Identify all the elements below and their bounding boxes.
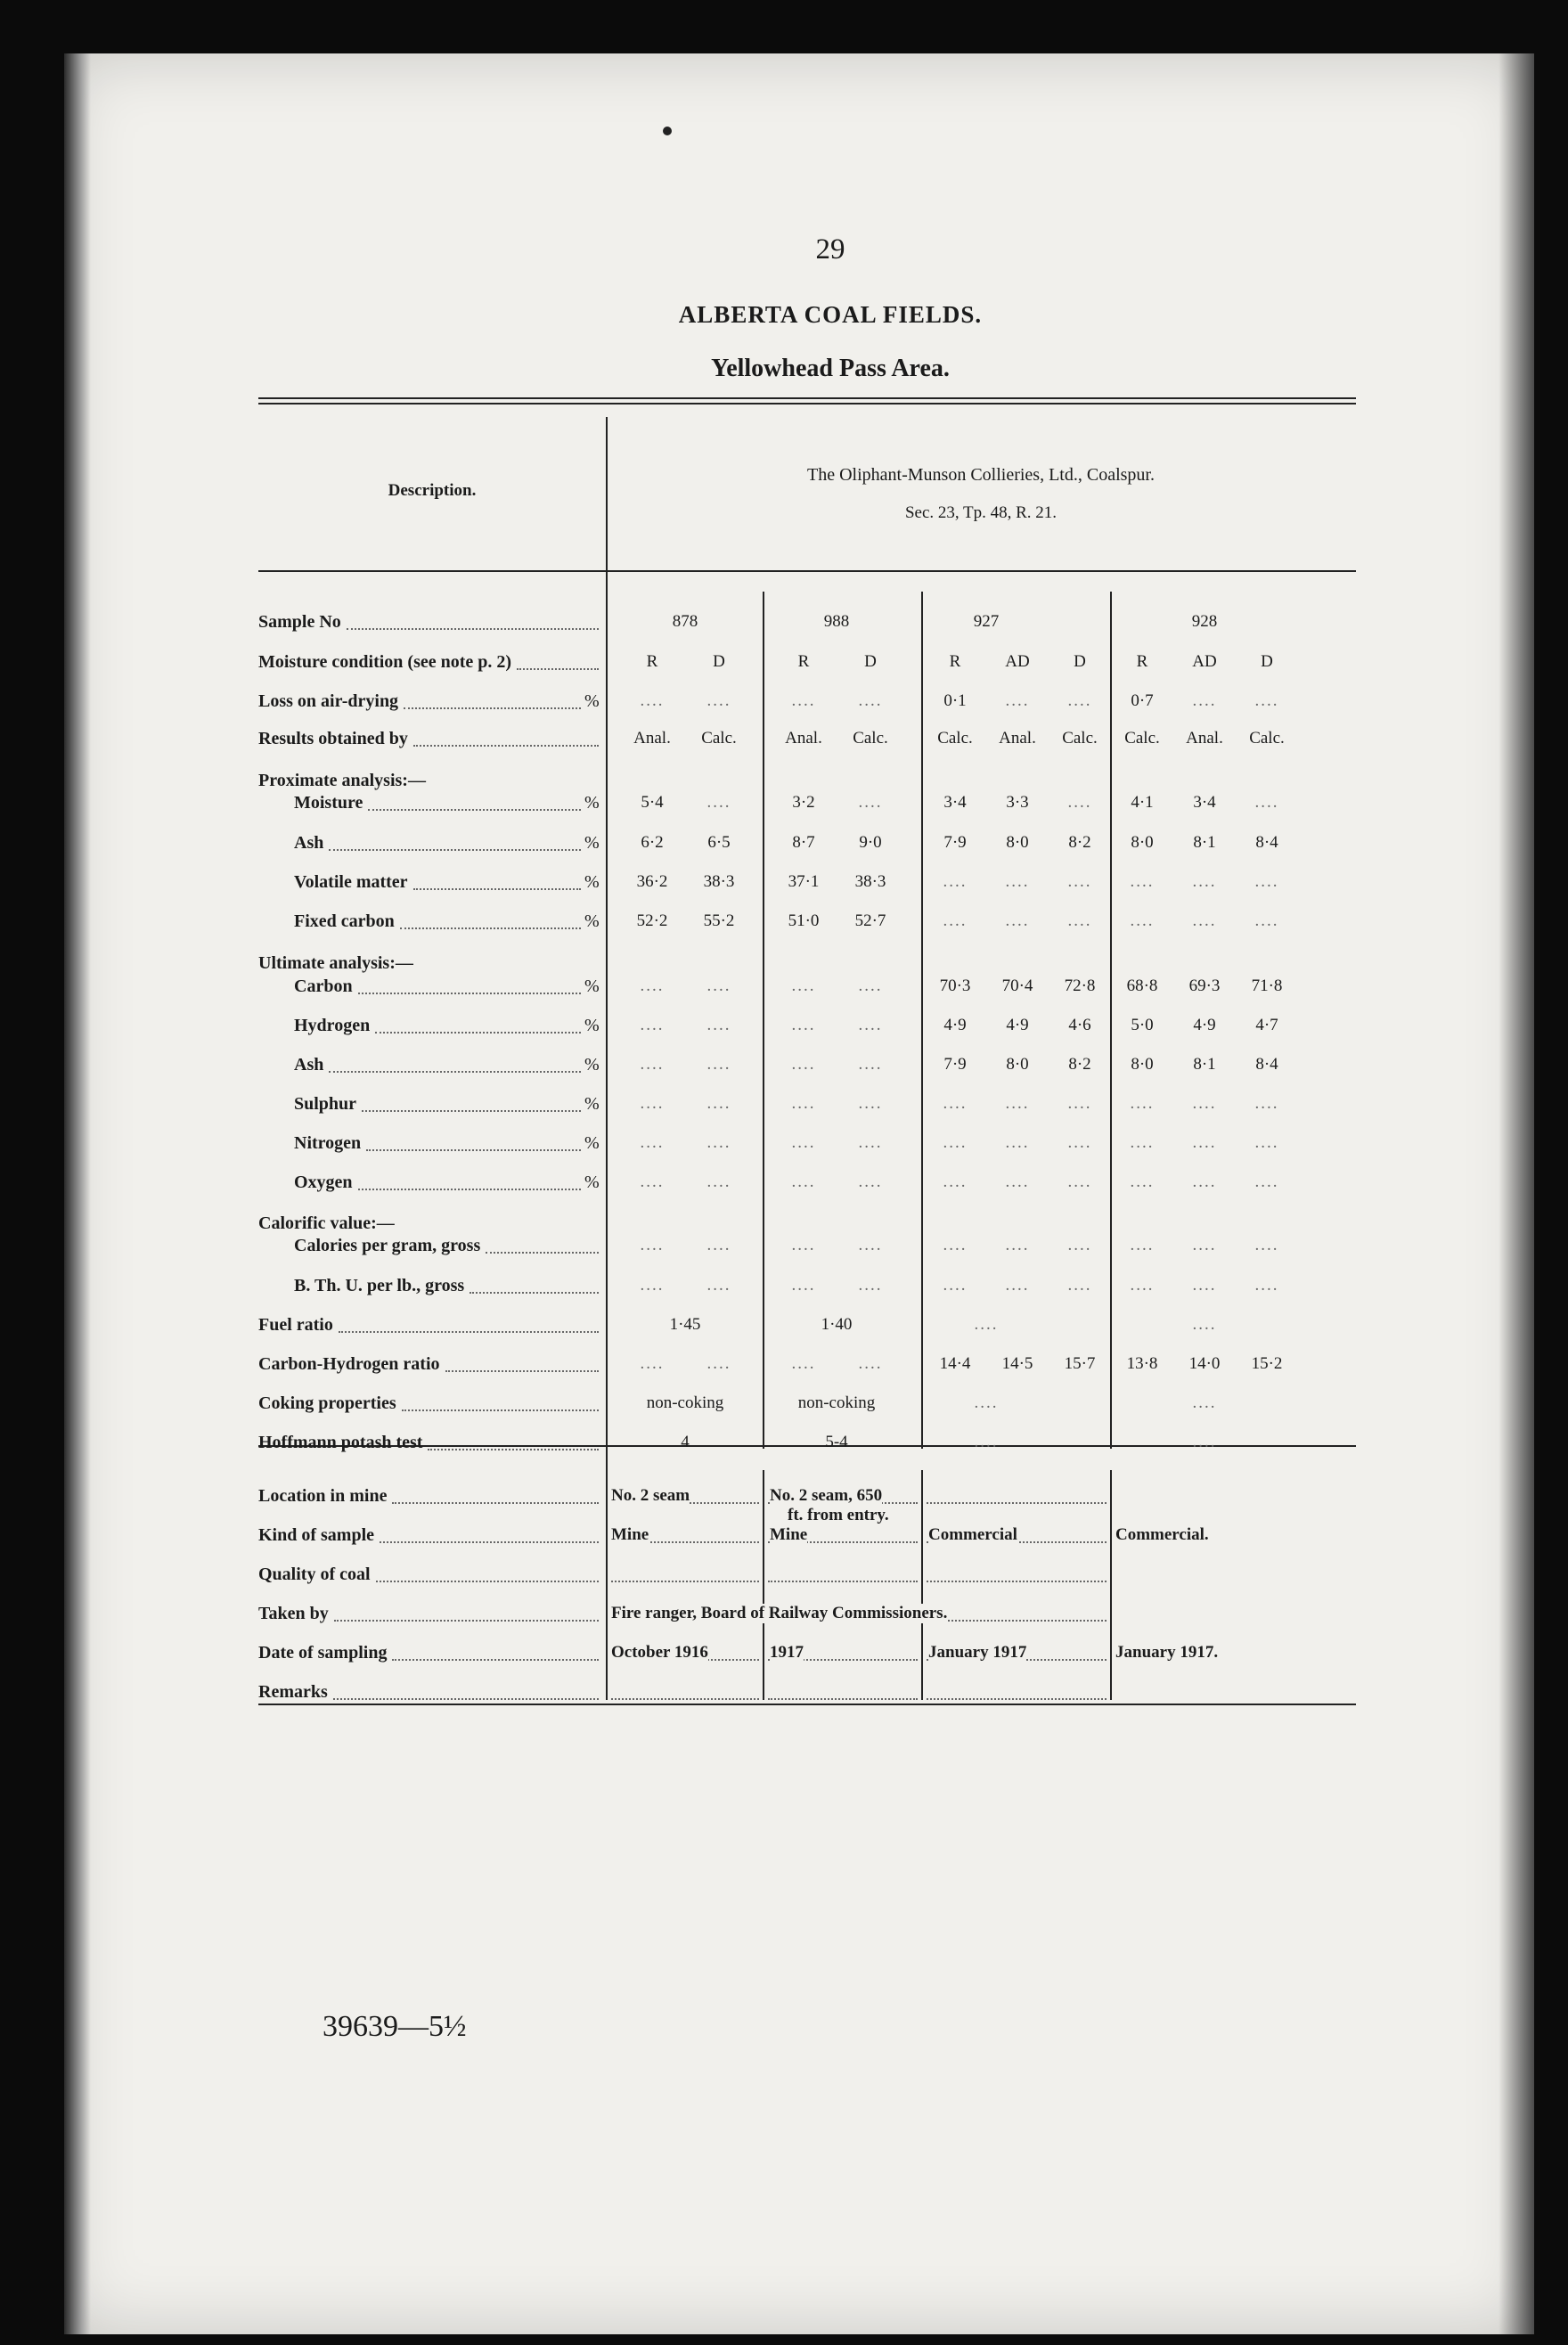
- leader-dots: [486, 1252, 599, 1254]
- leader-dots: [339, 1331, 599, 1333]
- percent-sign: %: [584, 793, 600, 813]
- merged-cell: 4: [681, 1433, 690, 1451]
- row-label: Nitrogen: [294, 1133, 362, 1153]
- company-header: The Oliphant-Munson Collieries, Ltd., Coalspur.: [807, 465, 1155, 485]
- info-label: Kind of sample: [258, 1525, 375, 1545]
- data-cell: 4·9: [1193, 1016, 1216, 1034]
- percent-sign: %: [584, 911, 600, 931]
- info-divider-2: [921, 1470, 923, 1700]
- data-cell: 6·5: [707, 833, 731, 852]
- data-cell: 4·6: [1068, 1016, 1091, 1034]
- data-cell: ....: [1130, 1133, 1155, 1152]
- leader-dots: [329, 1071, 581, 1073]
- data-cell: ....: [1005, 1276, 1030, 1295]
- leader-dots: [358, 1189, 581, 1190]
- data-cell: Anal.: [999, 729, 1036, 748]
- row-label: Carbon: [294, 976, 353, 996]
- percent-sign: %: [584, 1094, 600, 1114]
- data-cell: R: [1136, 652, 1148, 671]
- row-label: Ash: [294, 1055, 324, 1074]
- data-cell: Calc.: [1124, 729, 1160, 748]
- data-cell: 8·0: [1131, 1055, 1154, 1074]
- data-cell: ....: [858, 1016, 883, 1034]
- data-cell: 4·9: [1006, 1016, 1029, 1034]
- data-cell: ....: [706, 1276, 731, 1295]
- percent-sign: %: [584, 872, 600, 892]
- data-cell: ....: [858, 1133, 883, 1152]
- data-cell: ....: [858, 1354, 883, 1373]
- date-cell: January 1917: [928, 1643, 1027, 1662]
- data-cell: ....: [1192, 691, 1217, 710]
- data-cell: ....: [1067, 911, 1092, 930]
- data-cell: 55·2: [703, 911, 735, 930]
- table-top-rule-2: [258, 403, 1356, 404]
- data-cell: 8·7: [792, 833, 815, 852]
- data-cell: 38·3: [703, 872, 735, 891]
- data-cell: ....: [706, 976, 731, 995]
- leader-dots: [347, 628, 599, 630]
- data-cell: D: [1261, 652, 1273, 671]
- data-cell: 4·9: [943, 1016, 967, 1034]
- data-cell: 8·1: [1193, 1055, 1216, 1074]
- sample-number: 878: [672, 612, 698, 631]
- data-cell: ....: [640, 691, 665, 710]
- data-cell: 70·3: [939, 976, 971, 995]
- merged-cell: non-coking: [646, 1393, 724, 1412]
- date-cell: 1917: [770, 1643, 804, 1662]
- row-label: Calorific value:—: [258, 1213, 395, 1233]
- data-cell: ....: [1067, 1276, 1092, 1295]
- data-cell: Anal.: [785, 729, 822, 748]
- data-cell: ....: [943, 1094, 968, 1113]
- data-cell: ....: [1067, 1094, 1092, 1113]
- data-cell: 70·4: [1001, 976, 1033, 995]
- info-label: Date of sampling: [258, 1643, 388, 1663]
- data-cell: Calc.: [701, 729, 737, 748]
- data-cell: R: [949, 652, 961, 671]
- row-label: Fuel ratio: [258, 1315, 333, 1335]
- speck-icon: [663, 127, 672, 135]
- description-divider: [606, 417, 608, 1700]
- leader-dots: [400, 927, 581, 929]
- data-cell: 68·8: [1126, 976, 1158, 995]
- data-cell: AD: [1005, 652, 1030, 671]
- percent-sign: %: [584, 1055, 600, 1074]
- data-cell: ....: [706, 1055, 731, 1074]
- data-cell: Calc.: [853, 729, 888, 748]
- data-cell: 69·3: [1188, 976, 1221, 995]
- row-label: Hydrogen: [294, 1016, 371, 1035]
- data-cell: ....: [640, 1276, 665, 1295]
- leader-dots: [362, 1110, 581, 1112]
- data-cell: ....: [1005, 872, 1030, 891]
- percent-sign: %: [584, 1172, 600, 1192]
- data-cell: ....: [791, 1055, 816, 1074]
- data-cell: ....: [640, 976, 665, 995]
- cell-dots: [927, 1698, 1107, 1700]
- taken-by-cell: Fire ranger, Board of Railway Commissioners.: [611, 1604, 948, 1622]
- data-cell: ....: [1192, 1172, 1217, 1191]
- merged-cell: ....: [1192, 1393, 1217, 1412]
- data-cell: ....: [640, 1133, 665, 1152]
- description-header: Description.: [388, 481, 477, 500]
- kind-cell: Mine: [770, 1525, 808, 1544]
- data-cell: ....: [1005, 691, 1030, 710]
- data-cell: ....: [858, 793, 883, 812]
- info-label: Taken by: [258, 1604, 329, 1623]
- data-cell: D: [713, 652, 725, 671]
- row-label: Results obtained by: [258, 729, 408, 748]
- page-subtitle: Yellowhead Pass Area.: [711, 355, 950, 382]
- data-cell: ....: [706, 1354, 731, 1373]
- data-cell: ....: [706, 1016, 731, 1034]
- data-cell: 15·2: [1251, 1354, 1283, 1373]
- data-cell: AD: [1192, 652, 1217, 671]
- leader-dots: [329, 849, 581, 851]
- data-cell: ....: [1254, 872, 1279, 891]
- percent-sign: %: [584, 1133, 600, 1153]
- leader-dots: [402, 1409, 599, 1411]
- table-bottom-rule: [258, 1704, 1356, 1705]
- location-header: Sec. 23, Tp. 48, R. 21.: [904, 503, 1058, 522]
- data-cell: 8·1: [1193, 833, 1216, 852]
- data-cell: 3·3: [1006, 793, 1029, 812]
- data-cell: ....: [858, 1094, 883, 1113]
- data-cell: ....: [791, 1016, 816, 1034]
- leader-dots: [333, 1698, 599, 1700]
- data-cell: ....: [858, 1236, 883, 1254]
- data-cell: ....: [1005, 1094, 1030, 1113]
- data-cell: 8·4: [1255, 833, 1278, 852]
- leader-dots: [380, 1541, 599, 1543]
- data-cell: Calc.: [1249, 729, 1285, 748]
- leader-dots: [428, 1449, 599, 1450]
- leader-dots: [517, 668, 599, 670]
- date-cell: October 1916: [611, 1643, 708, 1662]
- data-cell: ....: [1130, 1094, 1155, 1113]
- data-cell: ....: [1005, 1172, 1030, 1191]
- leader-dots: [334, 1620, 599, 1622]
- merged-cell: 1·45: [669, 1315, 701, 1334]
- page-number: 29: [815, 233, 845, 266]
- data-cell: 14·5: [1001, 1354, 1033, 1373]
- data-cell: ....: [1254, 911, 1279, 930]
- leader-dots: [404, 707, 581, 709]
- data-cell: ....: [791, 1276, 816, 1295]
- merged-cell: ....: [1192, 1315, 1217, 1334]
- data-cell: ....: [791, 1354, 816, 1373]
- data-cell: ....: [1130, 872, 1155, 891]
- data-cell: D: [1074, 652, 1086, 671]
- info-label: Location in mine: [258, 1486, 388, 1506]
- data-cell: 52·2: [636, 911, 668, 930]
- percent-sign: %: [584, 976, 600, 996]
- data-cell: ....: [706, 793, 731, 812]
- row-label: Moisture condition (see note p. 2): [258, 652, 512, 672]
- data-cell: ....: [1192, 1094, 1217, 1113]
- data-cell: 14·4: [939, 1354, 971, 1373]
- data-cell: ....: [706, 1236, 731, 1254]
- row-label: Volatile matter: [294, 872, 408, 892]
- data-cell: ....: [640, 1172, 665, 1191]
- data-cell: ....: [1067, 1236, 1092, 1254]
- data-cell: 8·0: [1131, 833, 1154, 852]
- kind-cell: Commercial: [928, 1525, 1017, 1544]
- row-label: Ash: [294, 833, 324, 853]
- data-cell: 72·8: [1064, 976, 1096, 995]
- data-cell: ....: [943, 1172, 968, 1191]
- data-cell: ....: [1067, 1172, 1092, 1191]
- data-cell: 14·0: [1188, 1354, 1221, 1373]
- data-cell: ....: [640, 1236, 665, 1254]
- data-cell: ....: [1005, 1236, 1030, 1254]
- page-title: ALBERTA COAL FIELDS.: [678, 301, 983, 328]
- data-cell: 4·1: [1131, 793, 1154, 812]
- data-cell: ....: [858, 691, 883, 710]
- data-cell: ....: [1254, 1276, 1279, 1295]
- data-cell: 4·7: [1255, 1016, 1278, 1034]
- data-cell: ....: [1254, 793, 1279, 812]
- data-cell: 8·0: [1006, 833, 1029, 852]
- data-cell: 71·8: [1251, 976, 1283, 995]
- cell-dots: [611, 1698, 759, 1700]
- data-cell: ....: [858, 1055, 883, 1074]
- data-cell: 36·2: [636, 872, 668, 891]
- data-cell: ....: [943, 1236, 968, 1254]
- data-cell: 13·8: [1126, 1354, 1158, 1373]
- data-cell: ....: [791, 1172, 816, 1191]
- data-cell: ....: [640, 1094, 665, 1113]
- leader-dots: [375, 1032, 581, 1034]
- data-cell: ....: [706, 1172, 731, 1191]
- data-cell: ....: [1192, 1133, 1217, 1152]
- data-cell: ....: [1067, 691, 1092, 710]
- data-cell: ....: [1254, 1172, 1279, 1191]
- data-cell: 51·0: [788, 911, 820, 930]
- merged-cell: non-coking: [797, 1393, 876, 1412]
- data-cell: ....: [706, 1133, 731, 1152]
- cell-dots: [927, 1502, 1107, 1504]
- kind-cell: Commercial.: [1115, 1525, 1209, 1544]
- data-cell: 8·2: [1068, 833, 1091, 852]
- data-cell: 3·4: [1193, 793, 1216, 812]
- data-cell: ....: [1192, 911, 1217, 930]
- data-cell: ....: [791, 691, 816, 710]
- cell-dots: [927, 1620, 1107, 1622]
- merged-cell: 1·40: [821, 1315, 853, 1334]
- row-label: Ultimate analysis:—: [258, 953, 413, 973]
- data-cell: D: [864, 652, 877, 671]
- data-cell: ....: [1130, 1172, 1155, 1191]
- row-label: B. Th. U. per lb., gross: [294, 1276, 465, 1295]
- data-cell: ....: [858, 1172, 883, 1191]
- data-cell: ....: [1005, 911, 1030, 930]
- data-cell: 3·2: [792, 793, 815, 812]
- sample-number: 927: [973, 612, 1000, 631]
- data-cell: ....: [1067, 793, 1092, 812]
- merged-cell: ....: [974, 1315, 999, 1334]
- data-cell: ....: [640, 1016, 665, 1034]
- leader-dots: [392, 1502, 599, 1504]
- data-cell: ....: [1067, 872, 1092, 891]
- data-cell: ....: [640, 1055, 665, 1074]
- kind-cell: Mine: [611, 1525, 649, 1544]
- merged-cell: ....: [974, 1393, 999, 1412]
- cell-dots: [768, 1581, 918, 1582]
- location-cell: ft. from entry.: [788, 1506, 889, 1524]
- data-cell: Calc.: [1062, 729, 1098, 748]
- leader-dots: [368, 809, 581, 811]
- table-top-rule: [258, 397, 1356, 399]
- data-cell: 38·3: [854, 872, 886, 891]
- header-rule: [258, 570, 1356, 572]
- data-cell: 9·0: [859, 833, 882, 852]
- merged-cell: 5-4: [825, 1433, 848, 1451]
- row-label: Carbon-Hydrogen ratio: [258, 1354, 440, 1374]
- data-cell: Anal.: [633, 729, 671, 748]
- data-cell: ....: [706, 1094, 731, 1113]
- row-label: Coking properties: [258, 1393, 396, 1413]
- leader-dots: [413, 888, 581, 890]
- row-label: Proximate analysis:—: [258, 771, 426, 790]
- row-label: Sulphur: [294, 1094, 357, 1114]
- sample-number: 928: [1191, 612, 1218, 631]
- data-cell: 6·2: [641, 833, 664, 852]
- row-label: Calories per gram, gross: [294, 1236, 481, 1255]
- data-cell: ....: [706, 691, 731, 710]
- data-cell: ....: [1254, 691, 1279, 710]
- data-cell: 15·7: [1064, 1354, 1096, 1373]
- data-cell: ....: [791, 1094, 816, 1113]
- leader-dots: [470, 1292, 599, 1294]
- info-divider-1: [763, 1470, 764, 1700]
- data-cell: 7·9: [943, 833, 967, 852]
- data-cell: ....: [1130, 1236, 1155, 1254]
- merged-cell: ....: [1192, 1433, 1217, 1451]
- data-cell: ....: [791, 1133, 816, 1152]
- data-cell: ....: [1192, 872, 1217, 891]
- data-cell: Anal.: [1186, 729, 1223, 748]
- row-label: Moisture: [294, 793, 363, 813]
- data-cell: ....: [943, 1133, 968, 1152]
- data-cell: 0·1: [943, 691, 967, 710]
- data-cell: ....: [858, 976, 883, 995]
- data-cell: ....: [1192, 1236, 1217, 1254]
- data-cell: ....: [791, 1236, 816, 1254]
- percent-sign: %: [584, 691, 600, 711]
- data-cell: ....: [1254, 1236, 1279, 1254]
- row-label: Oxygen: [294, 1172, 353, 1192]
- percent-sign: %: [584, 1016, 600, 1035]
- data-cell: 3·4: [943, 793, 967, 812]
- data-cell: ....: [1130, 1276, 1155, 1295]
- row-label: Hoffmann potash test: [258, 1433, 423, 1452]
- data-cell: ....: [1067, 1133, 1092, 1152]
- data-cell: 5·0: [1131, 1016, 1154, 1034]
- data-cell: 52·7: [854, 911, 886, 930]
- info-label: Quality of coal: [258, 1565, 371, 1584]
- merged-cell: ....: [974, 1433, 999, 1451]
- cell-dots: [768, 1698, 918, 1700]
- leader-dots: [445, 1370, 599, 1372]
- cell-dots: [611, 1581, 759, 1582]
- data-cell: ....: [1192, 1276, 1217, 1295]
- data-cell: ....: [1130, 911, 1155, 930]
- data-cell: ....: [943, 911, 968, 930]
- data-cell: ....: [791, 976, 816, 995]
- data-cell: R: [646, 652, 658, 671]
- leader-dots: [358, 993, 581, 994]
- footer-number: 39639—5½: [323, 2010, 467, 2043]
- data-cell: Calc.: [937, 729, 973, 748]
- leader-dots: [376, 1581, 599, 1582]
- document-page: [64, 53, 1534, 2334]
- data-cell: 37·1: [788, 872, 820, 891]
- data-cell: ....: [1254, 1133, 1279, 1152]
- data-cell: ....: [943, 872, 968, 891]
- row-label: Sample No: [258, 612, 341, 632]
- data-cell: 8·4: [1255, 1055, 1278, 1074]
- percent-sign: %: [584, 833, 600, 853]
- leader-dots: [366, 1149, 581, 1151]
- data-cell: 7·9: [943, 1055, 967, 1074]
- data-cell: ....: [1254, 1094, 1279, 1113]
- data-cell: 5·4: [641, 793, 664, 812]
- data-cell: ....: [1005, 1133, 1030, 1152]
- cell-dots: [927, 1581, 1107, 1582]
- data-cell: ....: [640, 1354, 665, 1373]
- leader-dots: [392, 1659, 599, 1661]
- row-label: Loss on air-drying: [258, 691, 399, 711]
- sample-number: 988: [823, 612, 850, 631]
- location-cell: No. 2 seam, 650: [770, 1486, 883, 1505]
- data-cell: R: [797, 652, 810, 671]
- data-cell: 8·0: [1006, 1055, 1029, 1074]
- date-cell: January 1917.: [1115, 1643, 1219, 1662]
- row-label: Fixed carbon: [294, 911, 395, 931]
- data-cell: 8·2: [1068, 1055, 1091, 1074]
- data-cell: ....: [943, 1276, 968, 1295]
- data-cell: ....: [858, 1276, 883, 1295]
- info-label: Remarks: [258, 1682, 328, 1702]
- location-cell: No. 2 seam: [611, 1486, 690, 1505]
- leader-dots: [413, 745, 599, 747]
- info-divider-3: [1110, 1470, 1112, 1700]
- data-cell: 0·7: [1131, 691, 1154, 710]
